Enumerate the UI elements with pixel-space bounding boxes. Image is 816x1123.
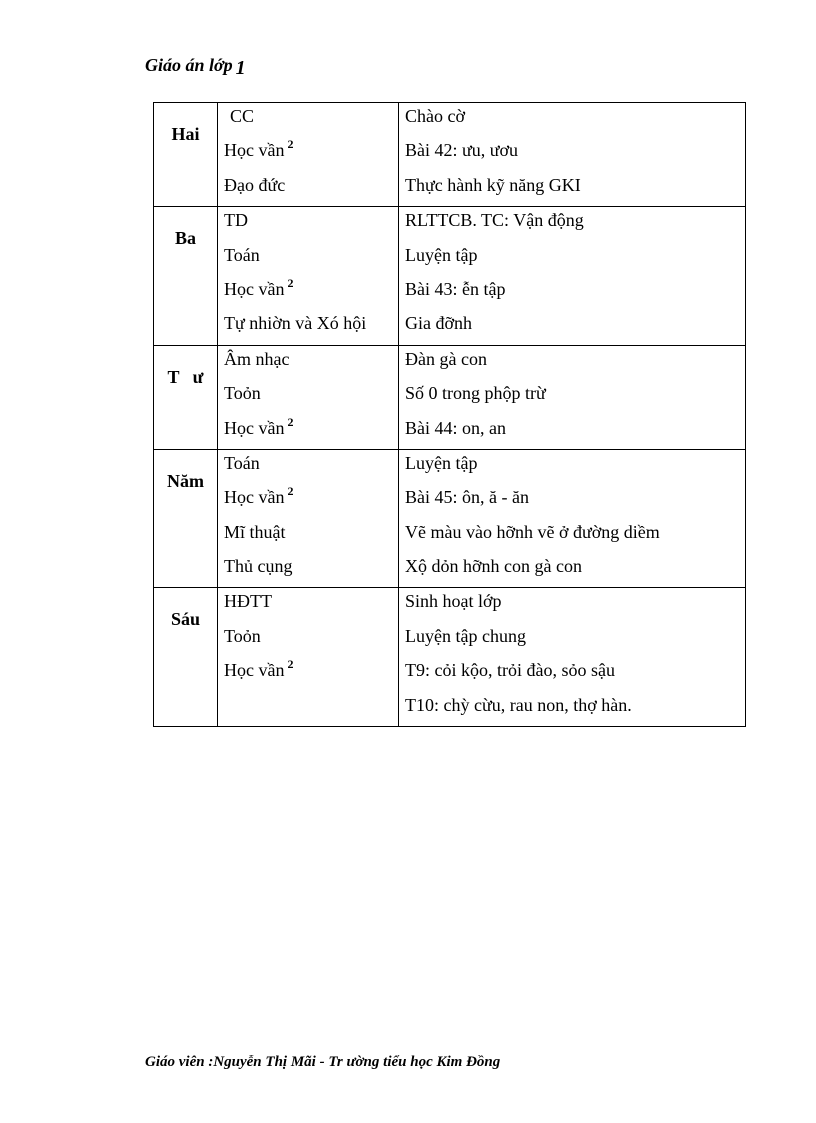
subject-line	[218, 653, 398, 687]
lesson-cell	[399, 103, 746, 207]
day-cell	[154, 103, 218, 207]
day-cell	[154, 588, 218, 727]
subject-cell	[218, 345, 399, 449]
subject-line	[218, 515, 398, 549]
subject-name: Toỏn	[224, 383, 261, 404]
lesson-title: Bài 45: ôn, ă - ăn	[405, 487, 529, 508]
lesson-title: Bài 42: ưu, ươu	[405, 140, 519, 161]
subject-cell	[218, 207, 399, 346]
lesson-title: T10: chỳ cừu, rau non, thợ hàn.	[405, 694, 632, 715]
day-row	[154, 588, 746, 727]
document-footer: Giáo viên :Nguyễn Thị Mãi - Tr ường tiểu học Kim Đồng	[145, 1054, 501, 1070]
session-mark: 2	[287, 137, 294, 152]
session-mark: 2	[287, 414, 294, 429]
subject-cell	[218, 588, 399, 727]
subject-name: CC	[230, 106, 255, 126]
subject-name: HĐTT	[224, 591, 272, 612]
lesson-title: Xộ dỏn hỡnh con gà con	[405, 556, 582, 577]
lesson-title: Chào cờ	[405, 106, 466, 126]
lesson-title: Luyện tập	[405, 244, 478, 265]
session-mark: 2	[287, 657, 294, 672]
lesson-title: Vẽ màu vào hỡnh vẽ ở đường diềm	[405, 521, 660, 542]
lesson-cell	[399, 207, 746, 346]
subject-name: Mĩ thuật	[224, 521, 286, 542]
subject-name: Toán	[224, 452, 260, 473]
subject-line	[218, 584, 398, 618]
subject-line	[218, 272, 398, 306]
day-label: Ba	[174, 228, 196, 249]
subject-line	[218, 549, 398, 583]
lesson-title: Thực hành kỹ năng GKI	[405, 174, 581, 195]
lesson-title: Bài 44: on, an	[405, 417, 506, 438]
day-row	[154, 103, 746, 207]
subject-cell	[218, 449, 399, 588]
subject-line	[218, 342, 398, 376]
subject-line	[218, 376, 398, 410]
day-cell	[154, 449, 218, 588]
subject-line	[218, 446, 398, 480]
day-label: Năm	[167, 470, 204, 491]
lesson-title: Bài 43: ễn tập	[405, 278, 506, 299]
subject-line	[218, 203, 398, 237]
subject-name: Tự nhiờn và Xó hội	[224, 313, 367, 334]
day-cell	[154, 345, 218, 449]
subject-name: Toán	[224, 244, 260, 265]
header-grade: 1	[235, 57, 246, 79]
day-label: T ư	[167, 366, 204, 387]
lesson-title: Sinh hoạt lớp	[405, 591, 502, 612]
lesson-title: Gia đỡnh	[405, 313, 473, 334]
subject-name: Học vần	[224, 417, 285, 438]
subject-line	[218, 688, 398, 722]
subject-name: TD	[224, 210, 248, 231]
lesson-title: Luyện tập chung	[405, 625, 526, 646]
day-cell	[154, 207, 218, 346]
subject-name: Toỏn	[224, 625, 261, 646]
lesson-title: Đàn gà con	[405, 348, 487, 369]
session-mark: 2	[287, 484, 294, 499]
subject-name: Học vần	[224, 140, 285, 161]
day-row	[154, 207, 746, 346]
schedule-body	[154, 103, 746, 727]
subject-line	[218, 168, 398, 202]
subject-name: Học vần	[224, 660, 285, 681]
day-row	[154, 449, 746, 588]
day-row	[154, 345, 746, 449]
subject-line	[218, 306, 398, 340]
lesson-title: T9: cỏi kộo, trỏi đào, sỏo sậu	[405, 660, 615, 681]
session-mark: 2	[287, 275, 294, 290]
lesson-title: Số 0 trong phộp trừ	[405, 383, 546, 404]
day-label: Hai	[171, 124, 200, 144]
subject-name: Học vần	[224, 278, 285, 299]
weekly-schedule-table	[153, 102, 746, 727]
lesson-title: Luyện tập	[405, 452, 478, 473]
document-header	[145, 54, 246, 77]
subject-line	[218, 619, 398, 653]
subject-name: Thủ cụng	[224, 556, 293, 577]
subject-name: Học vần	[224, 487, 285, 508]
subject-line	[218, 99, 398, 133]
lesson-cell	[399, 449, 746, 588]
lesson-title: RLTTCB. TC: Vận động	[405, 210, 584, 231]
subject-line	[218, 238, 398, 272]
subject-name: Đạo đức	[224, 174, 286, 195]
subject-name: Âm nhạc	[224, 348, 290, 369]
day-label: Sáu	[170, 609, 201, 630]
subject-cell	[218, 103, 399, 207]
lesson-cell	[399, 588, 746, 727]
lesson-cell	[399, 345, 746, 449]
subject-line	[218, 133, 398, 167]
subject-line	[218, 411, 398, 445]
header-title: Giáo án lớp	[145, 55, 233, 75]
subject-line	[218, 480, 398, 514]
